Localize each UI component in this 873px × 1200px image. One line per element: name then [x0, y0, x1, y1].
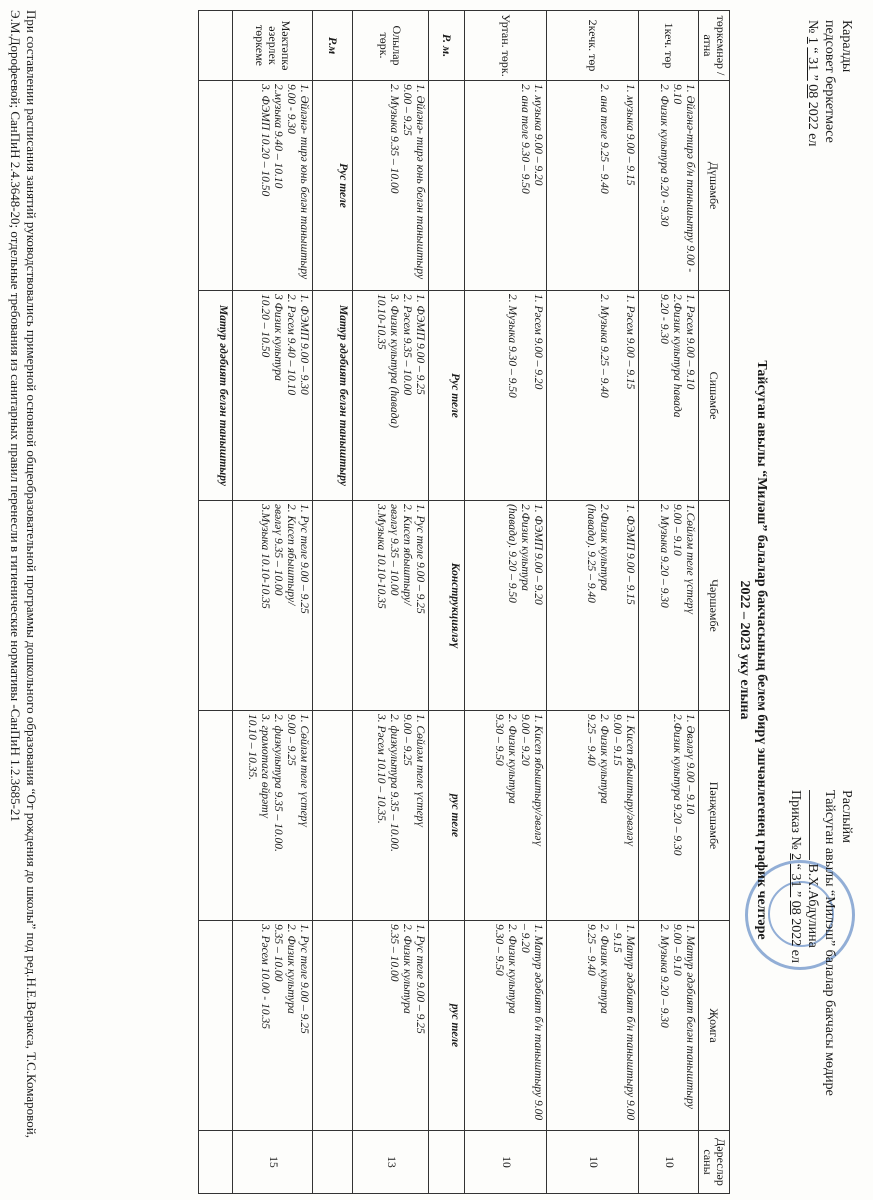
- header-wednesday: Чәршәмбе: [699, 501, 730, 711]
- lesson-cell: 1. Рус теле 9.00 – 9.25 2. Физик культура 9.35 – 10.00: [353, 921, 429, 1131]
- extra-activity-cell: Конструкцияләү: [429, 501, 465, 711]
- extra-activity-cell: [199, 921, 233, 1131]
- head-position-label: Тайсуган авылы “Милэш” балалар бакчасы мөдире: [822, 790, 837, 1096]
- head-name-line: [804, 790, 821, 1096]
- empty-count: [429, 1131, 465, 1194]
- lesson-cell: 1. Әйләнә- тирә юнь белән таныштыру 9.00 – 9.25 2. Музыка 9.35 – 10.00: [353, 81, 429, 291]
- extra-activity-cell: [199, 711, 233, 921]
- lesson-cell: 1. Сөйләм теле үстерү 9.00 – 9.25 2. физкультура 9.35 – 10.00. 3. грамотага өйрәтү 10.10 – 10.35.: [233, 711, 313, 921]
- head-name: В.Х.Абдулина: [805, 863, 820, 948]
- lesson-count: 10: [465, 1131, 547, 1194]
- extra-activity-cell: [313, 501, 353, 711]
- table-row: [547, 11, 639, 1194]
- empty-group: [199, 11, 233, 81]
- extra-activity-cell: [199, 501, 233, 711]
- lesson-cell: 1. Матур әдәбият б/н таныштыру 9.00 – 9.15 2. Физик культура 9.25 – 9.40: [547, 921, 639, 1131]
- lesson-cell: 1. Матур әдәбият б/н таныштыру 9.00 – 9.20 2. Физик культура 9.30 – 9.50: [465, 921, 547, 1131]
- lesson-cell: 1. ФЭМП 9.00 – 9.15 2.Физик культура (һавада). 9.25 – 9.40: [547, 501, 639, 711]
- lesson-cell: 1. Кисеп ябыштыру/әвәләү 9.00 – 9.20 2. Физик культура 9.30 – 9.50: [465, 711, 547, 921]
- header-friday: Җомга: [699, 921, 730, 1131]
- lesson-cell: 1. Сөйләм теле үстерү 9.00 – 9.25 2. физкультура 9.35 – 10.00. 3. Рәсем 10.10 – 10.35.: [353, 711, 429, 921]
- table-row: [465, 11, 547, 1194]
- group-name: Мәктәпкә әзерлек төркеме: [233, 11, 313, 81]
- header-monday: Дүшәмбе: [699, 81, 730, 291]
- council-protocol-label: педсовет беркетмәсе: [822, 20, 837, 143]
- table-row-rm: [429, 11, 465, 1194]
- lesson-cell: 1. ФЭМП 9.00 – 9.20 2.Физик культура (һавада). 9.20 – 9.50: [465, 501, 547, 711]
- protocol-number-line: № 1 “ 31 ” 08 2022 ел: [805, 20, 820, 147]
- lesson-cell: 1.Сөйләм теле үстерү 9.00 – 9.10 2. Музыка 9.20 – 9.30: [639, 501, 699, 711]
- lesson-cell: 1. музыка 9.00 – 9.20 2. ана теле 9.30 – 9.50: [465, 81, 547, 291]
- table-row-last: [199, 11, 233, 1194]
- order-number: 2: [788, 853, 803, 861]
- extra-activity-cell: [313, 921, 353, 1131]
- lesson-cell: 1. Рус теле 9.00 – 9.25 2. Кисеп ябыштыру/ әвәләү 9.35 – 10.00 3.Музыка 10.10-10.35: [233, 501, 313, 711]
- document-title: [736, 300, 770, 1000]
- lesson-cell: 1. ФЭМП 9.00 – 9.30 2. Рәсем 9.40 – 10.10 3 Физик культура 10.20 – 10.50: [233, 291, 313, 501]
- order-month: 08: [788, 900, 803, 915]
- lesson-cell: 1. Рус теле 9.00 – 9.25 2. Кисеп ябыштыру/ әвәләү 9.35 – 10.00 3.Музыка 10.10-10.35: [353, 501, 429, 711]
- group-name: Р. м.: [429, 11, 465, 81]
- lesson-count: 13: [353, 1131, 429, 1194]
- header-group: төркемнәр /атна: [699, 11, 730, 81]
- approval-block-left: [804, 20, 855, 147]
- extra-activity-cell: Рус теле: [429, 291, 465, 501]
- lesson-cell: 1. Кисеп ябыштыру/әвәләү 9.00 – 9.15 2. Физик культура 9.25 – 9.40: [547, 711, 639, 921]
- lesson-cell: 1. ФЭМП 9.00 – 9.25 2. Рәсем 9.35 – 10.00 3. Физик культура (һавада) 10.10-10.35: [353, 291, 429, 501]
- protocol-month: 08: [805, 84, 820, 99]
- extra-activity-cell: [199, 81, 233, 291]
- approve-label: Раслыйм: [839, 790, 854, 843]
- extra-activity-cell: рус теле: [429, 711, 465, 921]
- lesson-cell: 1. Рәсем 9.00 – 9.20 2. Музыка 9.30 – 9.50: [465, 291, 547, 501]
- table-row: [639, 11, 699, 1194]
- lesson-cell: 1. Әвәләү 9.00 – 9.10 2.Физик культура 9.20 – 9.30: [639, 711, 699, 921]
- order-day: “ 31 ”: [788, 863, 803, 898]
- lesson-count: 10: [547, 1131, 639, 1194]
- lesson-cell: 1. Әйләнә-тирә б/н танышытру 9.00 - 9.10 2. Физик культура 9.20 - 9.30: [639, 81, 699, 291]
- protocol-number: 1: [805, 36, 820, 44]
- empty-count: [313, 1131, 353, 1194]
- approval-block-right: [787, 790, 855, 1096]
- extra-activity-cell: Рус теле: [313, 81, 353, 291]
- empty-count: [199, 1131, 233, 1194]
- lesson-cell: 1. Рәсем 9.00 – 9.10 2.Физик культура һавада 9.20 - 9.30: [639, 291, 699, 501]
- group-name: 2кечк. төр: [547, 11, 639, 81]
- extra-activity-cell: Матур әдәбият белән таныштыру: [199, 291, 233, 501]
- extra-activity-cell: рус теле: [429, 921, 465, 1131]
- order-line: Приказ № 2 “ 31 ” 08 2022 ел: [788, 790, 803, 963]
- lesson-count: 15: [233, 1131, 313, 1194]
- header-thursday: Пәнҗешәмбе: [699, 711, 730, 921]
- lesson-cell: 1. Рус теле 9.00 – 9.25 2. Физик культура 9.35 – 10.00 3. Рәсем 10.00 - 10.35: [233, 921, 313, 1131]
- extra-activity-cell: [429, 81, 465, 291]
- table-row: [233, 11, 313, 1194]
- schedule-table: [198, 10, 730, 1194]
- reviewed-label: Каралды: [839, 20, 854, 73]
- header-tuesday: Сишәмбе: [699, 291, 730, 501]
- extra-activity-cell: [313, 711, 353, 921]
- group-name: Уртан. төрк.: [465, 11, 547, 81]
- group-name: Р.м: [313, 11, 353, 81]
- table-row: [353, 11, 429, 1194]
- signature-line: [809, 790, 810, 860]
- lesson-cell: 1. музыка 9.00 – 9.15 2. ана теле 9.25 – 9.40: [547, 81, 639, 291]
- lesson-cell: 1. Әйләнә- тирә юнь белән таныштыру 9.00 - 9.30 2.музыка 9.40 – 10.10 3. ФЭМП 10.20 – 10.50: [233, 81, 313, 291]
- protocol-day: “ 31 ”: [805, 47, 820, 81]
- protocol-year: 2022 ел: [805, 101, 820, 147]
- lesson-cell: 1. Рәсем 9.00 – 9.15 2. Музыка 9.25 – 9.40: [547, 291, 639, 501]
- table-header-row: [699, 11, 730, 1194]
- lesson-cell: 1. Матур әдәбият белән таныштыру 9.00 – 9.10 2. Музыка 9.20 – 9.30: [639, 921, 699, 1131]
- group-name: Олылар төрк.: [353, 11, 429, 81]
- header-count: Дәресләр саны: [699, 1131, 730, 1194]
- title-line-2: 2022 – 2023 уку елына: [737, 580, 752, 720]
- lesson-count: 10: [639, 1131, 699, 1194]
- group-name: 1кеч. төр: [639, 11, 699, 81]
- extra-activity-cell: Матур әдәбият белән таныштыру: [313, 291, 353, 501]
- table-row-rm: [313, 11, 353, 1194]
- title-line-1: Тайсуган авылы “Миләш” балалар бакчасының белем бирү эшчәнлегенең график челтәре: [754, 360, 769, 940]
- footer-note: При составлении расписания занятий руководствовались примерной основной общеобразовательной программы дошкольного образования “От рождения до школы” под ред.Н.Е.Веракса, Т.С.Комаровой, Э.М.Дорофеевой; СанПиН 2.4.3648-20; отдельные требования из санитарных правил перенесли в гигиенические нормативы -СанПиН 1.2.3685-21: [8, 10, 39, 1138]
- order-year: 2022 ел: [788, 918, 803, 963]
